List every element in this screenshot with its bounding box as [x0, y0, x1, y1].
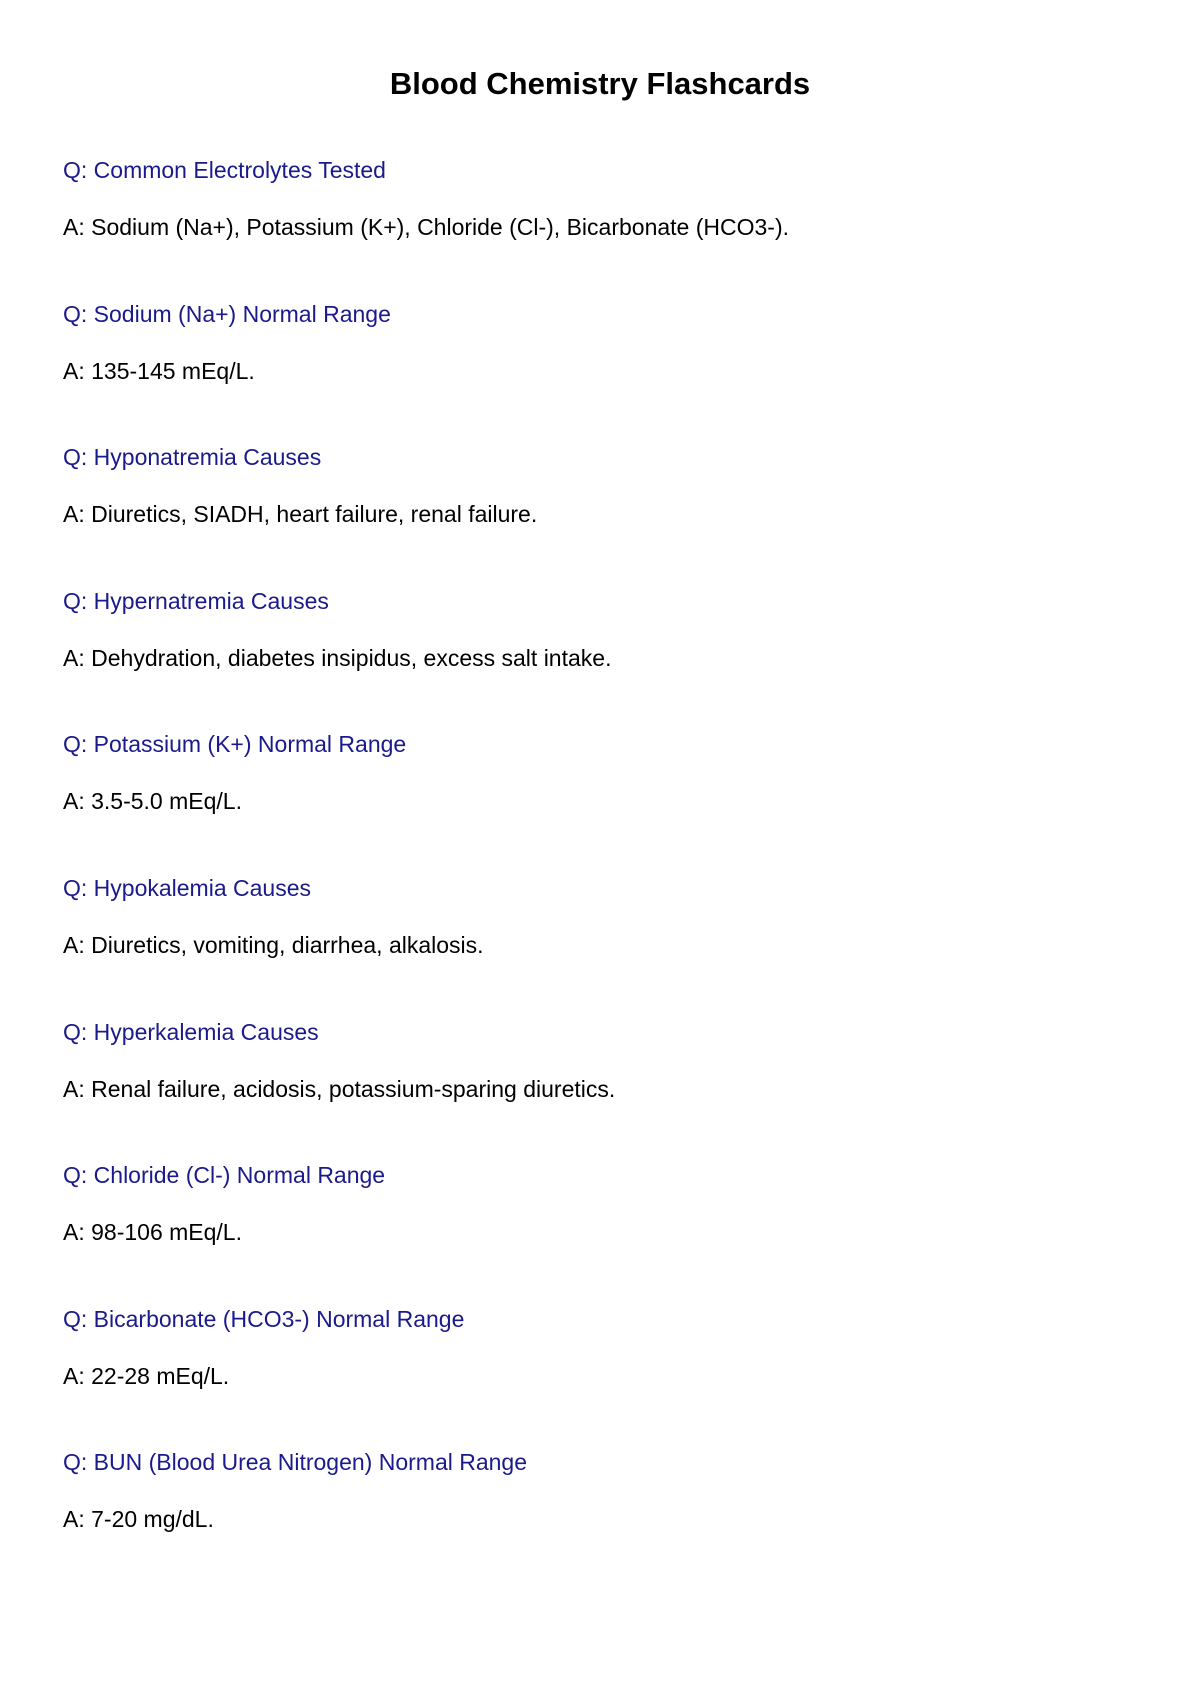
flashcard-answer: A: 22-28 mEq/L. [63, 1362, 230, 1389]
flashcard-answer: A: 7-20 mg/dL. [63, 1506, 214, 1533]
flashcard-question: Q: Hypernatremia Causes [63, 587, 329, 614]
flashcard-question: Q: Bicarbonate (HCO3-) Normal Range [63, 1305, 465, 1332]
flashcard-answer: A: Diuretics, SIADH, heart failure, renal failure. [63, 501, 538, 528]
flashcard [63, 726, 1143, 870]
flashcard-answer: A: 3.5-5.0 mEq/L. [63, 788, 242, 815]
flashcard [63, 1157, 1143, 1301]
flashcard-answer: A: Dehydration, diabetes insipidus, excess salt intake. [63, 644, 612, 671]
flashcard-question: Q: Chloride (Cl-) Normal Range [63, 1162, 386, 1189]
flashcard [63, 870, 1143, 1014]
flashcard-question: Q: Sodium (Na+) Normal Range [63, 300, 391, 327]
flashcard [63, 1301, 1143, 1445]
flashcard [63, 1444, 1143, 1588]
flashcard-question: Q: Hyperkalemia Causes [63, 1018, 319, 1045]
flashcard-answer: A: Sodium (Na+), Potassium (K+), Chloride (Cl-), Bicarbonate (HCO3-). [63, 214, 789, 240]
flashcard [63, 583, 1143, 727]
flashcard [63, 1014, 1143, 1158]
flashcard-question: Q: BUN (Blood Urea Nitrogen) Normal Range [63, 1449, 528, 1476]
flashcard-list [63, 152, 1143, 1588]
flashcard-answer: A: 135-145 mEq/L. [63, 357, 255, 384]
flashcard-question: Q: Potassium (K+) Normal Range [63, 731, 407, 758]
flashcard-answer: A: Renal failure, acidosis, potassium-sparing diuretics. [63, 1075, 616, 1102]
flashcard-question: Q: Common Electrolytes Tested [63, 157, 386, 183]
flashcard [63, 296, 1143, 440]
flashcard-answer: A: Diuretics, vomiting, diarrhea, alkalosis. [63, 931, 484, 958]
flashcard-question: Q: Hyponatremia Causes [63, 444, 322, 471]
page-title: Blood Chemistry Flashcards [389, 66, 811, 101]
flashcard [63, 439, 1143, 583]
flashcard-question: Q: Hypokalemia Causes [63, 874, 311, 901]
flashcard [63, 152, 1143, 296]
flashcard-answer: A: 98-106 mEq/L. [63, 1219, 242, 1246]
